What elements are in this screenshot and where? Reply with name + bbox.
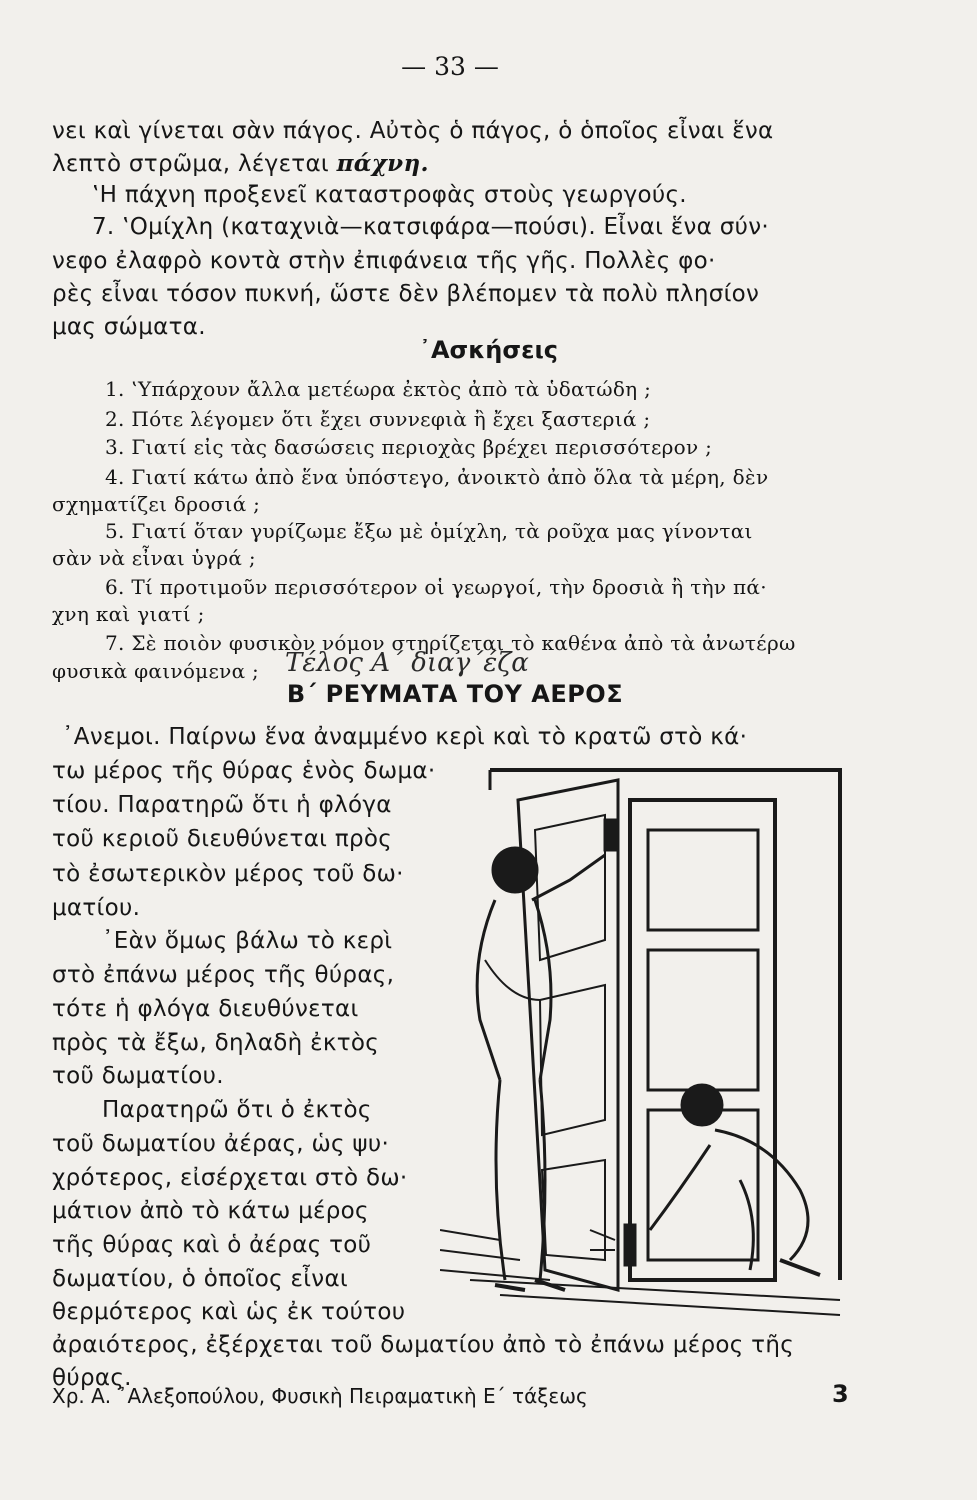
section-line: Παρατηρῶ ὅτι ὁ ἐκτὸς bbox=[102, 1097, 372, 1123]
exercise-line: 4. Γιατί κάτω ἀπὸ ἕνα ὑπόστεγο, ἀνοικτὸ ἀπὸ ὅλα τὰ μέρη, δὲν bbox=[105, 465, 769, 489]
section-line: ἀραιότερος, ἐξέρχεται τοῦ δωματίου ἀπὸ τὸ ἐπάνω μέρος τῆς bbox=[52, 1332, 794, 1358]
section-line: θύρας. bbox=[52, 1365, 132, 1391]
handwritten-note: Τέλος Α΄ διαγ΄έζα bbox=[285, 648, 529, 678]
section-line: τοῦ δωματίου. bbox=[52, 1063, 224, 1089]
section-line: τίου. Παρατηρῶ ὅτι ἡ φλόγα bbox=[52, 792, 392, 818]
section-line: τὸ ἐσωτερικὸν μέρος τοῦ δω· bbox=[52, 861, 404, 887]
text-line: νει καὶ γίνεται σὰν πάγος. Αὐτὸς ὁ πάγος, ὁ ὁποῖος εἶναι ἕνα bbox=[52, 118, 774, 144]
exercise-line: 3. Γιατί εἰς τὰς δασώσεις περιοχὰς βρέχει περισσότερον ; bbox=[105, 435, 713, 459]
text-line-start: λεπτὸ στρῶμα, λέγεται bbox=[52, 151, 337, 177]
section-line: ᾿Εὰν ὅμως βάλω τὸ κερὶ bbox=[102, 928, 393, 954]
exercise-line: φυσικὰ φαινόμενα ; bbox=[52, 659, 260, 683]
text-line: μας σώματα. bbox=[52, 314, 206, 340]
footer-citation: Χρ. Α. ᾿Αλεξοπούλου, Φυσικὴ Πειραματικὴ Ε΄ τάξεως bbox=[52, 1384, 588, 1408]
section-line: τῆς θύρας καὶ ὁ ἀέρας τοῦ bbox=[52, 1232, 372, 1258]
exercise-line: 7. Σὲ ποιὸν φυσικὸν νόμον στηρίζεται τὸ καθένα ἀπὸ τὰ ἀνωτέρω bbox=[105, 631, 796, 655]
exercise-line: σὰν νὰ εἶναι ὑγρά ; bbox=[52, 546, 256, 570]
text-line: 7. ‛Ομίχλη (καταχνιὰ—κατσιφάρα—πούσι). Εἶναι ἕνα σύν· bbox=[92, 214, 769, 240]
section-line: τοῦ κεριοῦ διευθύνεται πρὸς bbox=[52, 826, 393, 852]
exercise-line: σχηματίζει δροσιά ; bbox=[52, 492, 261, 516]
text-line: ρὲς εἶναι τόσον πυκνή, ὥστε δὲν βλέπομεν τὰ πολὺ πλησίον bbox=[52, 281, 760, 307]
text-line: νεφο ἐλαφρὸ κοντὰ στὴν ἐπιφάνεια τῆς γῆς. Πολλὲς φο· bbox=[52, 248, 716, 274]
section-line: πρὸς τὰ ἔξω, δηλαδὴ ἐκτὸς bbox=[52, 1030, 380, 1056]
section-line: δωματίου, ὁ ὁποῖος εἶναι bbox=[52, 1266, 349, 1292]
exercises-heading: ᾿Ασκήσεις bbox=[418, 336, 559, 364]
exercise-line: 1. ‛Υπάρχουν ἄλλα μετέωρα ἐκτὸς ἀπὸ τὰ ὑδατώδη ; bbox=[105, 377, 652, 401]
section-line: ᾿Ανεμοι. Παίρνω ἕνα ἀναμμένο κερὶ καὶ τὸ κρατῶ στὸ κά· bbox=[62, 724, 748, 750]
exercise-line: χνη καὶ γιατί ; bbox=[52, 602, 205, 626]
page-number: — 33 — bbox=[401, 52, 499, 81]
section-heading: Β΄ ΡΕΥΜΑΤΑ ΤΟΥ ΑΕΡΟΣ bbox=[286, 680, 624, 708]
exercise-line: 5. Γιατί ὅταν γυρίζωμε ἔξω μὲ ὁμίχλη, τὰ ροῦχα μας γίνονται bbox=[105, 519, 753, 543]
exercise-line: 6. Τί προτιμοῦν περισσότερον οἱ γεωργοί, τὴν δροσιὰ ἢ τὴν πά· bbox=[105, 575, 767, 599]
footer-signature-mark: 3 bbox=[832, 1380, 849, 1408]
text-line: ‛Η πάχνη προξενεῖ καταστροφὰς στοὺς γεωργούς. bbox=[92, 182, 687, 208]
section-line: χρότερος, εἰσέρχεται στὸ δω· bbox=[52, 1165, 408, 1191]
section-line: στὸ ἐπάνω μέρος τῆς θύρας, bbox=[52, 962, 395, 988]
door-illustration bbox=[440, 760, 850, 1320]
section-line: τω μέρος τῆς θύρας ἑνὸς δωμα· bbox=[52, 758, 436, 784]
exercise-line: 2. Πότε λέγομεν ὅτι ἔχει συννεφιὰ ἢ ἔχει ξαστεριά ; bbox=[105, 407, 651, 431]
section-line: τότε ἡ φλόγα διευθύνεται bbox=[52, 996, 359, 1022]
section-line: μάτιον ἀπὸ τὸ κάτω μέρος bbox=[52, 1198, 369, 1224]
text-line bbox=[52, 149, 429, 179]
term-pachni: πάχνη. bbox=[336, 150, 429, 177]
section-line: τοῦ δωματίου ἀέρας, ὡς ψυ· bbox=[52, 1131, 390, 1157]
section-line: θερμότερος καὶ ὡς ἐκ τούτου bbox=[52, 1299, 406, 1325]
section-line: ματίου. bbox=[52, 895, 141, 921]
